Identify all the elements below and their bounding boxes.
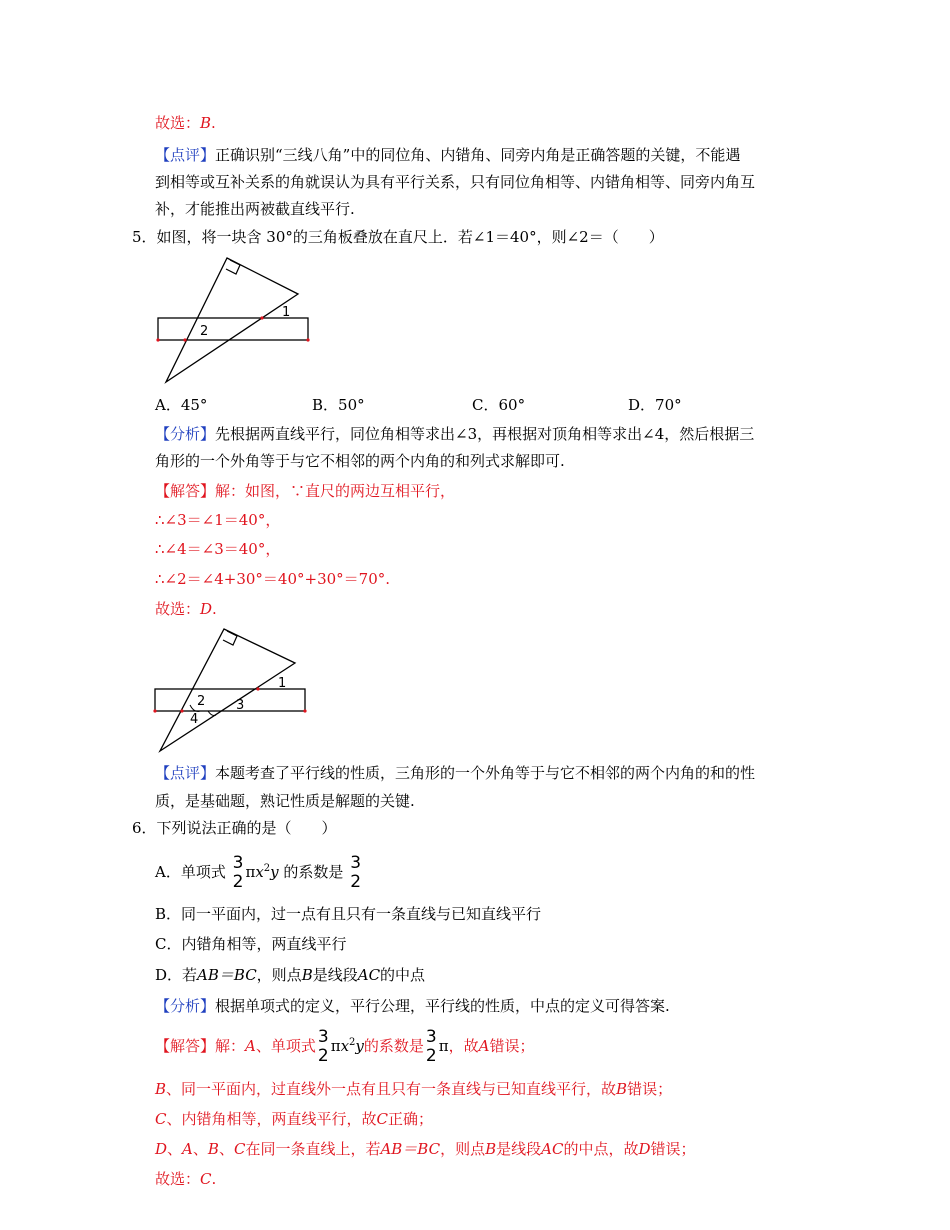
angle-label-3: 3	[236, 698, 245, 713]
question-6: 6．下列说法正确的是（ ）	[132, 819, 337, 837]
q6-solution-line-1: 【解答】解：A、单项式 3 2 $\pi x^2y$的系数是 3 2 π，故A错误；	[155, 1027, 535, 1066]
q6-option-a: A．单项式 3 2 $\pi x^2y$ 的系数是 3 2	[155, 853, 362, 892]
analysis-tag: 【分析】	[155, 425, 216, 443]
prev-answer: 故选：B.	[155, 114, 216, 132]
angle-label-1: 1	[278, 676, 287, 691]
angle-label-1: 1	[282, 305, 291, 320]
comment-line-2: 到相等或互补关系的角就误认为具有平行关系，只有同位角相等、内错角相等、同旁内角互	[155, 173, 756, 191]
option-c: C．60°	[472, 396, 526, 414]
ruler	[155, 689, 305, 711]
q6-option-b: B．同一平面内，过一点有且只有一条直线与已知直线平行	[155, 905, 542, 923]
comment-line-1: 【点评】正确识别“三线八角”中的同位角、内错角、同旁内角是正确答题的关键，不能遇	[155, 146, 741, 164]
q6-analysis: 【分析】根据单项式的定义，平行公理，平行线的性质，中点的定义可得答案.	[155, 997, 670, 1015]
q5-comment-line-2: 质，是基础题，熟记性质是解题的关键.	[155, 792, 415, 810]
right-angle-mark	[223, 631, 237, 645]
figure-triangle-ruler-2	[150, 623, 320, 758]
angle-label-2: 2	[200, 324, 209, 339]
fraction: 3 2	[425, 1027, 437, 1066]
q6-solution-line-4: D、A、B、C在同一条直线上，若AB＝BC，则点B是线段AC的中点，故D错误；	[155, 1140, 696, 1158]
q5-solution-line-2: ∴∠3＝∠1＝40°，	[155, 511, 281, 529]
q6-option-c: C．内错角相等，两直线平行	[155, 935, 347, 953]
comment-tag: 【点评】	[155, 146, 216, 164]
q5-solution-line-1: 【解答】解：如图，∵直尺的两边互相平行，	[155, 482, 456, 500]
option-d: D．70°	[628, 396, 682, 414]
q5-answer: 故选：D.	[155, 600, 217, 618]
question-5: 5．如图，将一块含 30°的三角板叠放在直尺上．若∠1＝40°，则∠2＝（ ）	[132, 228, 664, 246]
q6-option-d: D．若AB＝BC，则点B是线段AC的中点	[155, 966, 426, 984]
q5-solution-line-4: ∴∠2＝∠4+30°＝40°+30°＝70°.	[155, 570, 391, 588]
fraction: 3 2	[350, 853, 362, 892]
angle-label-2: 2	[197, 694, 206, 709]
q5-solution-line-3: ∴∠4＝∠3＝40°，	[155, 540, 281, 558]
triangle	[166, 258, 298, 382]
fraction: 3 2	[232, 853, 244, 892]
solution-tag: 【解答】	[155, 1037, 216, 1055]
q6-answer: 故选：C.	[155, 1170, 217, 1188]
q5-analysis-line-1: 【分析】先根据两直线平行，同位角相等求出∠3，再根据对顶角相等求出∠4，然后根据三	[155, 425, 755, 443]
angle-label-4: 4	[190, 712, 199, 727]
comment-line-3: 补，才能推出两被截直线平行.	[155, 200, 355, 218]
q5-comment-line-1: 【点评】本题考查了平行线的性质，三角形的一个外角等于与它不相邻的两个内角的和的性	[155, 764, 756, 782]
q6-solution-line-2: B、同一平面内，过直线外一点有且只有一条直线与已知直线平行，故B错误；	[155, 1080, 673, 1098]
solution-tag: 【解答】	[155, 482, 216, 500]
q5-analysis-line-2: 角形的一个外角等于与它不相邻的两个内角的和列式求解即可.	[155, 452, 565, 470]
right-angle-mark	[226, 260, 240, 274]
q6-solution-line-3: C、内错角相等，两直线平行，故C正确；	[155, 1110, 433, 1128]
analysis-tag: 【分析】	[155, 997, 216, 1015]
figure-triangle-ruler-1	[150, 252, 320, 387]
comment-tag: 【点评】	[155, 764, 216, 782]
option-b: B．50°	[312, 396, 365, 414]
fraction: 3 2	[317, 1027, 329, 1066]
triangle	[160, 629, 295, 751]
option-a: A．45°	[155, 396, 208, 414]
